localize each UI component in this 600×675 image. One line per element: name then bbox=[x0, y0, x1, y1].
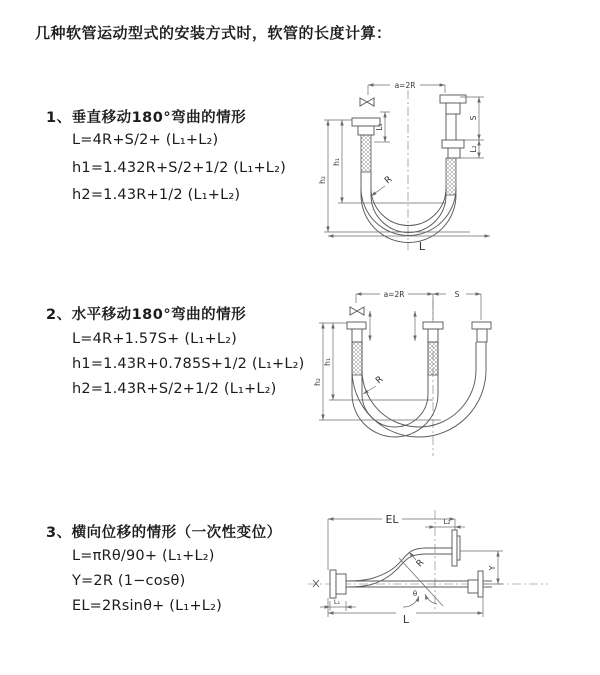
dim-label-r: R bbox=[374, 374, 386, 387]
hose-right-end bbox=[440, 95, 466, 195]
dim-label-s: S bbox=[454, 290, 460, 299]
anchor-cross-icon bbox=[313, 580, 319, 587]
hose-middle-end bbox=[423, 322, 443, 375]
dim-label-r: R bbox=[383, 174, 395, 187]
dim-l1 bbox=[320, 598, 356, 611]
dim-label-y: Y bbox=[488, 565, 497, 571]
valve-icon bbox=[350, 307, 364, 315]
dim-h1 bbox=[332, 120, 446, 203]
valve-icon bbox=[360, 98, 374, 106]
dim-span bbox=[356, 290, 433, 320]
section-1-formula-h2: h2=1.43R+1/2 (L₁+L₂) bbox=[72, 187, 241, 203]
dim-l bbox=[328, 236, 490, 253]
dim-label-l2: L₂ bbox=[469, 145, 478, 153]
vertical-180-bend-diagram bbox=[298, 62, 568, 257]
dim-r bbox=[371, 175, 394, 196]
dim-label-h1: h₁ bbox=[323, 358, 332, 366]
section-1-formula-L: L=4R+S/2+ (L₁+L₂) bbox=[72, 132, 219, 148]
section-3-formula-L: L=πRθ/90+ (L₁+L₂) bbox=[72, 548, 215, 564]
centerline bbox=[308, 510, 548, 612]
section-1-heading: 1、垂直移动180°弯曲的情形 bbox=[46, 110, 247, 126]
dim-h2 bbox=[313, 323, 441, 420]
section-2-formula-h2: h2=1.43R+S/2+1/2 (L₁+L₂) bbox=[72, 381, 277, 397]
dim-el bbox=[328, 513, 455, 570]
hose-u-bend bbox=[361, 188, 456, 243]
dim-label-span: a=2R bbox=[383, 290, 405, 299]
hose-u-bend-far bbox=[352, 342, 486, 437]
dim-label-l2: L₂ bbox=[443, 518, 451, 526]
upper-flange bbox=[452, 530, 460, 566]
section-3-heading: 3、横向位移的情形（一次性变位） bbox=[46, 525, 282, 541]
dim-label-l1: L₁ bbox=[333, 598, 341, 606]
hose-left-end bbox=[347, 322, 366, 375]
dim-label-theta: θ bbox=[412, 590, 418, 598]
dim-l bbox=[328, 597, 483, 626]
section-3-formula-Y: Y=2R (1−cosθ) bbox=[72, 573, 186, 589]
dim-fitting-ticks bbox=[370, 311, 415, 341]
hose-right-end bbox=[472, 322, 491, 342]
dim-l1 bbox=[374, 112, 390, 142]
dim-label-h2: h₂ bbox=[318, 176, 327, 184]
horizontal-180-bend-diagram bbox=[296, 278, 566, 463]
dim-l2 bbox=[469, 140, 479, 158]
page-title: 几种软管运动型式的安装方式时，软管的长度计算： bbox=[35, 24, 392, 42]
lateral-displacement-diagram bbox=[296, 496, 596, 666]
dim-h1 bbox=[323, 323, 433, 400]
section-2-heading: 2、水平移动180°弯曲的情形 bbox=[46, 307, 247, 323]
dim-theta bbox=[403, 590, 437, 607]
dim-label-l: L bbox=[402, 613, 410, 626]
dim-label-r: R bbox=[414, 557, 427, 570]
hose-left-end bbox=[330, 570, 346, 598]
section-2-formula-h1: h1=1.43R+0.785S+1/2 (L₁+L₂) bbox=[72, 356, 305, 372]
dim-s bbox=[433, 290, 481, 320]
dim-label-el: EL bbox=[385, 513, 399, 526]
section-1-formula-h1: h1=1.432R+S/2+1/2 (L₁+L₂) bbox=[72, 160, 286, 176]
dim-label-l: L bbox=[418, 240, 426, 253]
dim-label-l1: L₁ bbox=[375, 123, 384, 131]
section-3-formula-EL: EL=2Rsinθ+ (L₁+L₂) bbox=[72, 598, 222, 614]
section-2-formula-L: L=4R+1.57S+ (L₁+L₂) bbox=[72, 331, 237, 347]
dim-label-span: a=2R bbox=[394, 81, 416, 90]
dim-label-h2: h₂ bbox=[313, 378, 322, 386]
dim-label-h1: h₁ bbox=[332, 158, 341, 166]
dim-span bbox=[368, 81, 445, 95]
dim-label-s: S bbox=[469, 115, 478, 121]
